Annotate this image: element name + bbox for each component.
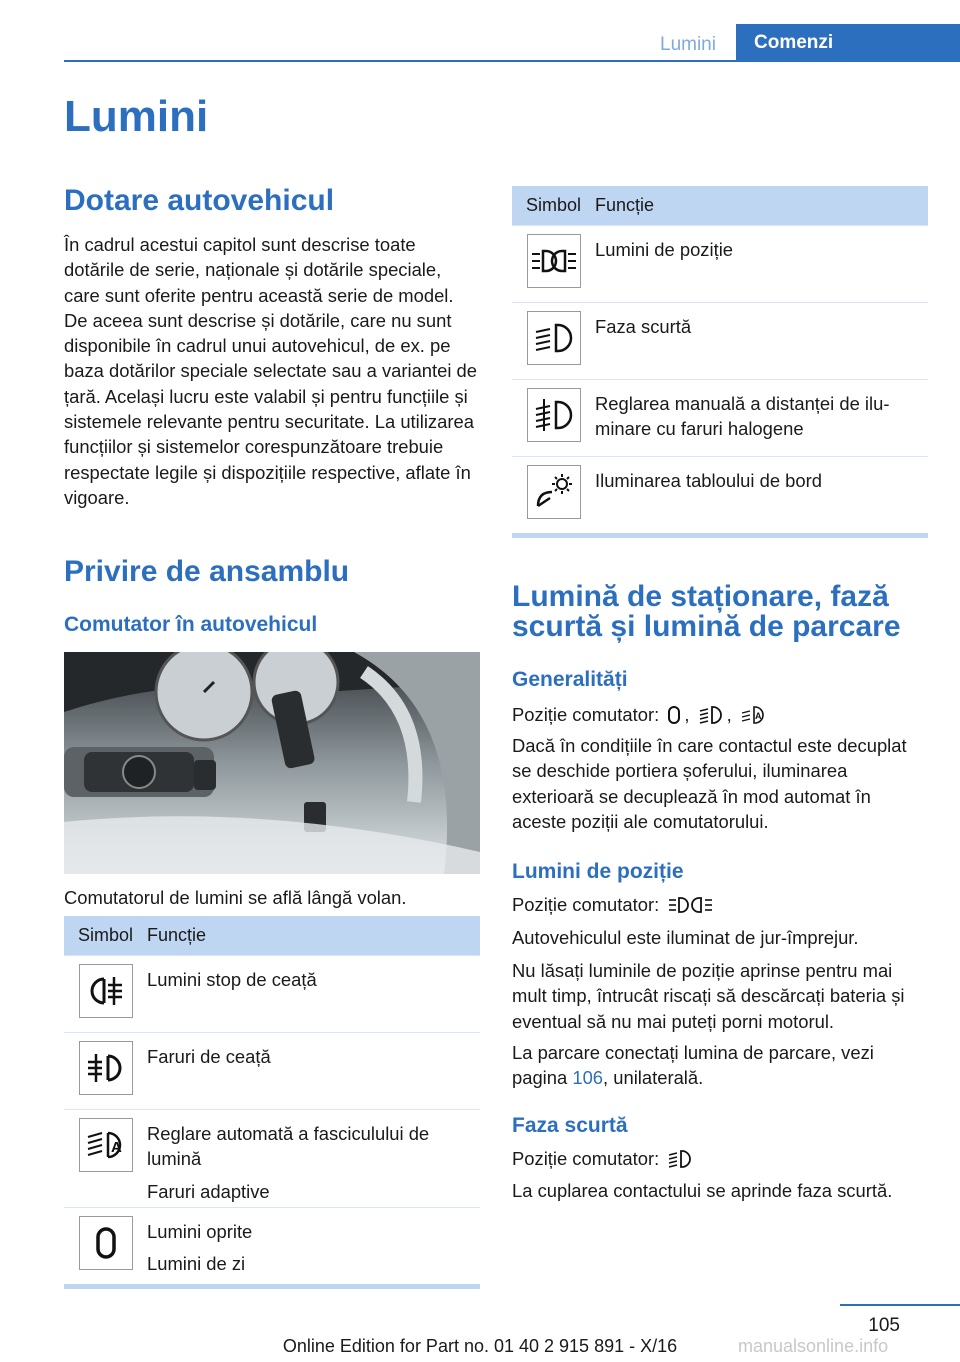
- right-symbol-table: [512, 186, 928, 538]
- row-text: Lumini oprite: [147, 1221, 253, 1242]
- table-header: [512, 186, 928, 225]
- header-chapter: Comenzi: [736, 24, 960, 62]
- row-text: Faza scurtă: [595, 316, 692, 337]
- table-row: [64, 955, 480, 1032]
- col-function: Funcție: [147, 925, 207, 945]
- dashboard-photo: [64, 652, 480, 874]
- left-symbol-table: [64, 916, 480, 1289]
- table-row: [512, 225, 928, 302]
- watermark: manualsonline.info: [738, 1336, 889, 1356]
- table-row: [64, 1109, 480, 1207]
- low-beam-text: La cuplarea contactului se aprinde faza scurtă.: [512, 1180, 893, 1201]
- row-text: Lumini de poziție: [595, 239, 734, 260]
- row-text: Lumini stop de ceață: [147, 969, 317, 990]
- p3-after: , unilaterală.: [603, 1067, 704, 1089]
- switch-label: Poziție comutator:: [512, 704, 660, 725]
- low-beam-icon: [527, 311, 581, 365]
- table-row: [512, 456, 928, 533]
- position-p3: [512, 1040, 928, 1091]
- position-switch-line: [512, 892, 928, 921]
- svg-text:A: A: [110, 1139, 122, 1156]
- heading-general: Generalități: [512, 668, 628, 691]
- table-row: [64, 1207, 480, 1284]
- row-text: Reglarea manuală a distanței de iluminare cu faruri halogene: [595, 393, 890, 440]
- table-row: [512, 302, 928, 379]
- header-section: Lumini: [660, 34, 716, 55]
- heading-position: Lumini de poziție: [512, 860, 684, 883]
- position-p2: Nu lăsați luminile de poziție aprinse pentru mai mult timp, întrucât riscați să descărcați bateria și eventual să nu mai puteți porni motorul.: [512, 960, 905, 1032]
- general-text: Dacă în condițiile în care contactul este decuplat se deschide portiera șoferului, iluminarea exterioară se decuplează în mod automat în aceste poziții ale comutatorului.: [512, 735, 907, 832]
- front-fog-light-icon: [79, 1041, 133, 1095]
- col-symbol: Simbol: [525, 195, 582, 215]
- header-rule: [64, 60, 960, 62]
- row-text: Faruri de ceață: [147, 1046, 271, 1067]
- low-beam-icon: [698, 705, 724, 731]
- switch-label: Poziție comutator:: [512, 894, 660, 915]
- row-text: Reglare automată a fasciculului de lumină: [147, 1123, 430, 1170]
- lights-off-icon: [667, 705, 681, 731]
- heading-equipment: Dotare autovehicul: [64, 184, 335, 217]
- parking-lights-icon: [667, 895, 715, 921]
- rear-fog-light-icon: [79, 964, 133, 1018]
- page-title: Lumini: [64, 92, 209, 141]
- low-beam-icon: [667, 1149, 693, 1175]
- heading-overview: Privire de ansamblu: [64, 555, 350, 588]
- row-text: Iluminarea tabloului de bord: [595, 470, 822, 491]
- auto-headlight-icon: [79, 1118, 133, 1172]
- table-header: [64, 916, 480, 955]
- headlight-range-icon: [527, 388, 581, 442]
- heading-section: Lumină de staționare, fază scurtă și lumină de parcare: [512, 580, 901, 643]
- photo-caption: Comutatorul de lumini se află lângă volan.: [64, 887, 407, 908]
- auto-headlight-icon: [740, 705, 766, 731]
- row-text: Lumini de zi: [147, 1253, 246, 1275]
- parking-lights-icon: [527, 234, 581, 288]
- equipment-text: În cadrul acestui capitol sunt descrise toate dotările de serie, naționale și dotările speciale, care sunt oferite pentru această serie de model. De aceea sunt descrise și dotările, care nu sunt disponibile în cadrul unui autovehicul, de ex. pe baza dotărilor speciale selectate sau a variantei de țară. Același lucru este valabil și pentru funcțiile și sistemele relevante pentru securitate. La utilizarea funcțiilor și sistemelor corespunzătoare trebuie respectate legile și dispozițiile respective, aflate în vigoare.: [64, 234, 478, 508]
- heading-low-beam: Faza scurtă: [512, 1114, 628, 1137]
- low-beam-switch-line: [512, 1146, 928, 1175]
- footer-edition: Online Edition for Part no. 01 40 2 915 891 - X/16: [282, 1336, 678, 1356]
- page-number: 105: [868, 1315, 900, 1336]
- row-text: Faruri adaptive: [147, 1180, 270, 1202]
- switch-label: Poziție comutator:: [512, 1148, 660, 1169]
- svg-text:A: A: [754, 711, 762, 721]
- table-row: [512, 379, 928, 456]
- page-number-rule: [840, 1304, 960, 1306]
- lights-off-icon: [79, 1216, 133, 1270]
- position-p1: Autovehiculul este iluminat de jur-împrejur.: [512, 927, 859, 948]
- col-function: Funcție: [595, 195, 655, 215]
- instrument-lighting-icon: [527, 465, 581, 519]
- col-symbol: Simbol: [77, 925, 134, 945]
- general-switch-line: Poziție comutator: , , A: [512, 702, 928, 731]
- p3-before: La parcare conectați lumina de parcare, vezi pagina: [512, 1042, 874, 1089]
- page-link[interactable]: 106: [572, 1067, 604, 1089]
- heading-switch: Comutator în autovehicul: [64, 613, 318, 636]
- table-row: [64, 1032, 480, 1109]
